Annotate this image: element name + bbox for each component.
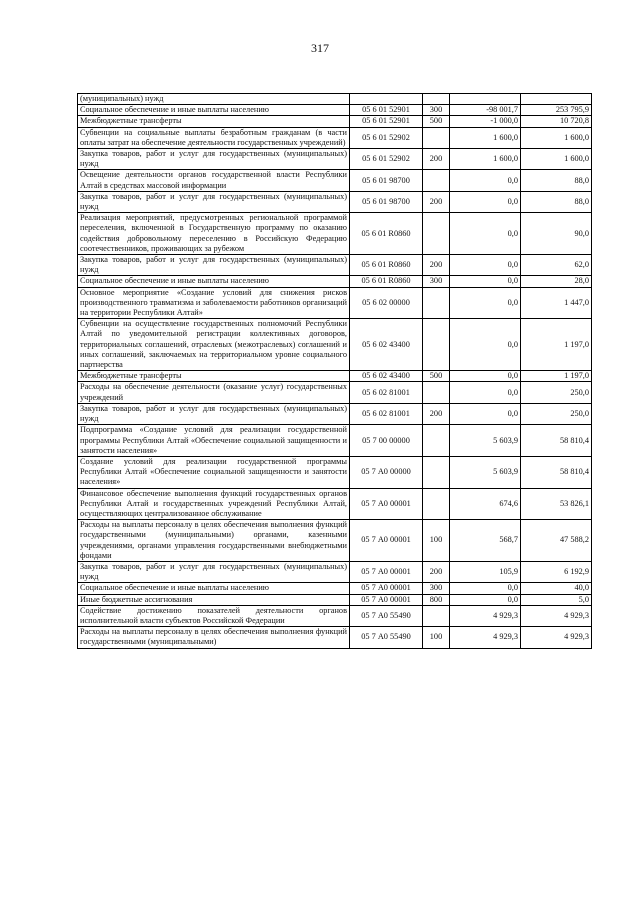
expense-type-cell: 800: [423, 594, 450, 605]
expense-name-cell: Содействие достижению показателей деятельности органов исполнительной власти субъектов Российской Федерации: [78, 605, 350, 626]
expense-type-cell: 300: [423, 276, 450, 287]
table-row: [78, 371, 592, 382]
change-amount-cell: 1 600,0: [450, 127, 521, 148]
total-amount-cell: 10 720,8: [521, 116, 592, 127]
expense-name-cell: Основное мероприятие «Создание условий для снижения рисков производственного травматизма и заболеваемости работников организаций на территории Республики Алтай»: [78, 287, 350, 319]
change-amount-cell: -98 001,7: [450, 105, 521, 116]
expense-type-cell: [423, 287, 450, 319]
table-row: [78, 488, 592, 520]
budget-table: [77, 93, 592, 649]
target-article-code-cell: 05 6 02 81001: [350, 403, 423, 424]
table-row: [78, 561, 592, 582]
table-row: [78, 213, 592, 255]
expense-name-cell: Расходы на обеспечение деятельности (оказание услуг) государственных учреждений: [78, 382, 350, 403]
expense-type-cell: [423, 213, 450, 255]
budget-table-body: [78, 94, 592, 649]
page-number: 317: [311, 41, 329, 55]
change-amount-cell: 0,0: [450, 287, 521, 319]
expense-type-cell: 500: [423, 371, 450, 382]
target-article-code-cell: 05 6 02 43400: [350, 319, 423, 371]
expense-name-cell: Закупка товаров, работ и услуг для государственных (муниципальных) нужд: [78, 403, 350, 424]
target-article-code-cell: [350, 94, 423, 105]
change-amount-cell: 0,0: [450, 319, 521, 371]
expense-name-cell: Социальное обеспечение и иные выплаты населению: [78, 105, 350, 116]
target-article-code-cell: 05 7 А0 00001: [350, 488, 423, 520]
table-row: [78, 425, 592, 457]
target-article-code-cell: 05 7 А0 00001: [350, 594, 423, 605]
expense-type-cell: [423, 605, 450, 626]
target-article-code-cell: 05 6 02 43400: [350, 371, 423, 382]
change-amount-cell: 4 929,3: [450, 627, 521, 648]
target-article-code-cell: 05 6 01 R0860: [350, 255, 423, 276]
total-amount-cell: 88,0: [521, 170, 592, 191]
expense-name-cell: Закупка товаров, работ и услуг для государственных (муниципальных) нужд: [78, 149, 350, 170]
expense-type-cell: [423, 382, 450, 403]
table-row: [78, 403, 592, 424]
change-amount-cell: 674,6: [450, 488, 521, 520]
change-amount-cell: 5 603,9: [450, 425, 521, 457]
expense-name-cell: Социальное обеспечение и иные выплаты населению: [78, 583, 350, 594]
table-row: [78, 382, 592, 403]
expense-type-cell: [423, 488, 450, 520]
change-amount-cell: 0,0: [450, 276, 521, 287]
table-row: [78, 583, 592, 594]
target-article-code-cell: 05 6 01 52901: [350, 105, 423, 116]
table-row: [78, 105, 592, 116]
target-article-code-cell: 05 7 А0 00001: [350, 561, 423, 582]
expense-name-cell: Межбюджетные трансферты: [78, 116, 350, 127]
expense-name-cell: Создание условий для реализации государственной программы Республики Алтай «Обеспечение социальной защищенности и занятости населения»: [78, 456, 350, 488]
total-amount-cell: 4 929,3: [521, 627, 592, 648]
expense-type-cell: [423, 456, 450, 488]
change-amount-cell: 568,7: [450, 520, 521, 562]
total-amount-cell: 1 197,0: [521, 371, 592, 382]
total-amount-cell: 28,0: [521, 276, 592, 287]
target-article-code-cell: 05 6 01 52901: [350, 116, 423, 127]
expense-name-cell: Социальное обеспечение и иные выплаты населению: [78, 276, 350, 287]
total-amount-cell: 1 197,0: [521, 319, 592, 371]
expense-type-cell: 200: [423, 149, 450, 170]
table-row: [78, 255, 592, 276]
target-article-code-cell: 05 6 02 81001: [350, 382, 423, 403]
total-amount-cell: 250,0: [521, 382, 592, 403]
table-row: [78, 149, 592, 170]
table-row: [78, 170, 592, 191]
change-amount-cell: 0,0: [450, 213, 521, 255]
change-amount-cell: 1 600,0: [450, 149, 521, 170]
total-amount-cell: 1 447,0: [521, 287, 592, 319]
change-amount-cell: 0,0: [450, 594, 521, 605]
total-amount-cell: 47 588,2: [521, 520, 592, 562]
expense-type-cell: [423, 170, 450, 191]
target-article-code-cell: 05 7 А0 55490: [350, 627, 423, 648]
expense-name-cell: (муниципальных) нужд: [78, 94, 350, 105]
target-article-code-cell: 05 6 01 98700: [350, 191, 423, 212]
expense-type-cell: 200: [423, 255, 450, 276]
target-article-code-cell: 05 7 00 00000: [350, 425, 423, 457]
change-amount-cell: 0,0: [450, 403, 521, 424]
total-amount-cell: 253 795,9: [521, 105, 592, 116]
change-amount-cell: 105,9: [450, 561, 521, 582]
expense-type-cell: [423, 127, 450, 148]
target-article-code-cell: 05 7 А0 00000: [350, 456, 423, 488]
target-article-code-cell: 05 7 А0 00001: [350, 583, 423, 594]
expense-type-cell: [423, 425, 450, 457]
table-row: [78, 456, 592, 488]
total-amount-cell: 90,0: [521, 213, 592, 255]
change-amount-cell: 0,0: [450, 255, 521, 276]
expense-type-cell: 200: [423, 561, 450, 582]
table-row: [78, 627, 592, 648]
table-row: [78, 127, 592, 148]
target-article-code-cell: 05 6 01 98700: [350, 170, 423, 191]
change-amount-cell: -1 000,0: [450, 116, 521, 127]
table-row: [78, 520, 592, 562]
expense-type-cell: 200: [423, 191, 450, 212]
total-amount-cell: 58 810,4: [521, 456, 592, 488]
total-amount-cell: 53 826,1: [521, 488, 592, 520]
change-amount-cell: 4 929,3: [450, 605, 521, 626]
change-amount-cell: 0,0: [450, 382, 521, 403]
total-amount-cell: 1 600,0: [521, 149, 592, 170]
table-row: [78, 594, 592, 605]
total-amount-cell: 6 192,9: [521, 561, 592, 582]
change-amount-cell: 5 603,9: [450, 456, 521, 488]
table-row: [78, 94, 592, 105]
expense-name-cell: Иные бюджетные ассигнования: [78, 594, 350, 605]
table-row: [78, 276, 592, 287]
expense-name-cell: Субвенции на социальные выплаты безработным гражданам (в части оплаты затрат на обеспечение деятельности государственных учреждений): [78, 127, 350, 148]
change-amount-cell: 0,0: [450, 170, 521, 191]
expense-name-cell: Финансовое обеспечение выполнения функций государственных органов Республики Алтай и государственных учреждений Республики Алтай, осуществляющих централизованное обслуживание: [78, 488, 350, 520]
expense-name-cell: Закупка товаров, работ и услуг для государственных (муниципальных) нужд: [78, 561, 350, 582]
target-article-code-cell: 05 6 01 R0860: [350, 276, 423, 287]
change-amount-cell: 0,0: [450, 583, 521, 594]
expense-name-cell: Реализация мероприятий, предусмотренных региональной программой переселения, включенной в Государственную программу по оказанию содействия добровольному переселению в Российскую Федерацию соотечественников, проживающих за рубежом: [78, 213, 350, 255]
expense-type-cell: [423, 94, 450, 105]
table-row: [78, 116, 592, 127]
table-row: [78, 605, 592, 626]
total-amount-cell: 5,0: [521, 594, 592, 605]
target-article-code-cell: 05 6 01 R0860: [350, 213, 423, 255]
target-article-code-cell: 05 7 А0 55490: [350, 605, 423, 626]
total-amount-cell: 4 929,3: [521, 605, 592, 626]
expense-name-cell: Субвенции на осуществление государственных полномочий Республики Алтай по уведомительной регистрации коллективных договоров, территориальных соглашений, отраслевых (межотраслевых) соглашений и иных соглашений, заключаемых на территориальном уровне социального партнерства: [78, 319, 350, 371]
expense-type-cell: 100: [423, 520, 450, 562]
total-amount-cell: 40,0: [521, 583, 592, 594]
expense-name-cell: Подпрограмма «Создание условий для реализации государственной программы Республики Алтай «Обеспечение социальной защищенности и занятости населения»: [78, 425, 350, 457]
change-amount-cell: 0,0: [450, 191, 521, 212]
expense-name-cell: Освещение деятельности органов государственной власти Республики Алтай в средствах массовой информации: [78, 170, 350, 191]
expense-type-cell: 300: [423, 105, 450, 116]
expense-type-cell: 100: [423, 627, 450, 648]
expense-name-cell: Закупка товаров, работ и услуг для государственных (муниципальных) нужд: [78, 255, 350, 276]
table-row: [78, 319, 592, 371]
expense-name-cell: Расходы на выплаты персоналу в целях обеспечения выполнения функций государственными (муниципальными) органами, казенными учреждениями, органами управления государственными внебюджетными фондами: [78, 520, 350, 562]
change-amount-cell: [450, 94, 521, 105]
total-amount-cell: 62,0: [521, 255, 592, 276]
total-amount-cell: 250,0: [521, 403, 592, 424]
expense-name-cell: Межбюджетные трансферты: [78, 371, 350, 382]
target-article-code-cell: 05 6 02 00000: [350, 287, 423, 319]
target-article-code-cell: 05 6 01 52902: [350, 149, 423, 170]
expense-name-cell: Расходы на выплаты персоналу в целях обеспечения выполнения функций государственными (муниципальными): [78, 627, 350, 648]
total-amount-cell: 58 810,4: [521, 425, 592, 457]
total-amount-cell: 1 600,0: [521, 127, 592, 148]
table-row: [78, 287, 592, 319]
total-amount-cell: 88,0: [521, 191, 592, 212]
table-row: [78, 191, 592, 212]
expense-type-cell: 500: [423, 116, 450, 127]
target-article-code-cell: 05 7 А0 00001: [350, 520, 423, 562]
expense-type-cell: [423, 319, 450, 371]
change-amount-cell: 0,0: [450, 371, 521, 382]
total-amount-cell: [521, 94, 592, 105]
expense-name-cell: Закупка товаров, работ и услуг для государственных (муниципальных) нужд: [78, 191, 350, 212]
target-article-code-cell: 05 6 01 52902: [350, 127, 423, 148]
expense-type-cell: 200: [423, 403, 450, 424]
expense-type-cell: 300: [423, 583, 450, 594]
